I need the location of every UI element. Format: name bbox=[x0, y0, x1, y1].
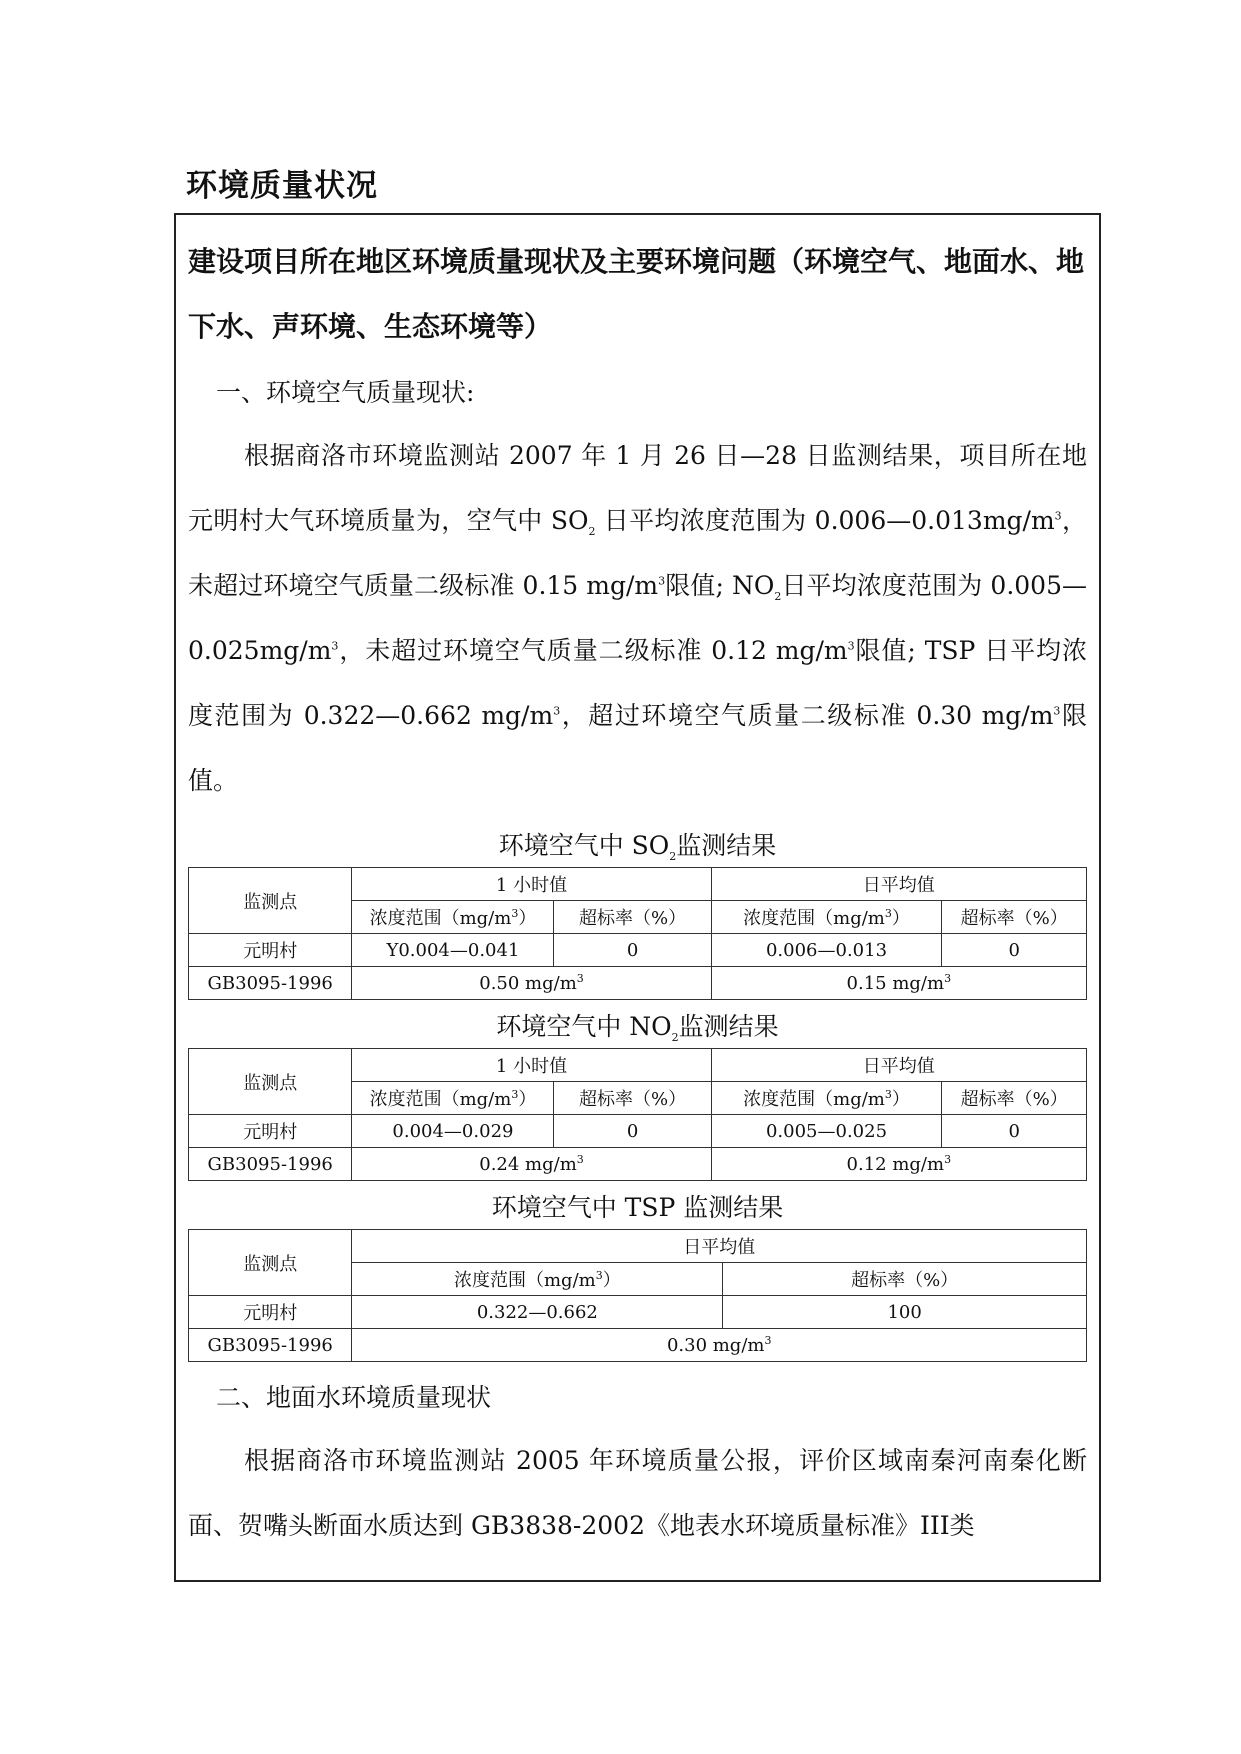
water-quality-paragraph: 根据商洛市环境监测站 2005 年环境质量公报，评价区域南秦河南秦化断面、贺嘴头断面水质达到 GB3838-2002《地表水环境质量标准》III类 bbox=[188, 1446, 1087, 1540]
header-cell: 浓度范围$(mg/m^3)$ bbox=[352, 1082, 554, 1115]
table-row bbox=[189, 1115, 1087, 1148]
table-header-row bbox=[189, 1230, 1087, 1263]
content-frame bbox=[174, 213, 1101, 1582]
section-heading: 建设项目所在地区环境质量现状及主要环境问题（环境空气、地面水、地下水、声环境、生态环境等） bbox=[188, 245, 1085, 343]
table-cell: GB3095-1996 bbox=[189, 967, 352, 1000]
table-row bbox=[189, 1148, 1087, 1181]
table-header-row bbox=[189, 1049, 1087, 1082]
table-header-row bbox=[189, 868, 1087, 901]
header-cell: 超标率（%） bbox=[723, 1263, 1087, 1296]
header-cell: 监测点 bbox=[189, 1230, 352, 1296]
table-cell: 0.12 $mg/m^3$ bbox=[711, 1148, 1086, 1181]
header-cell: 浓度范围$(mg/m^3)$ bbox=[711, 1082, 942, 1115]
table-cell: 元明村 bbox=[189, 934, 352, 967]
header-cell: 超标率（%） bbox=[942, 901, 1087, 934]
tsp-table-caption: 环境空气中 TSP 监测结果 bbox=[491, 1193, 784, 1222]
table-row bbox=[189, 1329, 1087, 1362]
page-title: 环境质量状况 bbox=[186, 168, 378, 204]
table-row bbox=[189, 967, 1087, 1000]
no2-table-caption: 环境空气中 $NO_2$监测结果 bbox=[496, 1012, 779, 1044]
header-cell: 浓度范围$(mg/m^3)$ bbox=[711, 901, 942, 934]
table-cell: 0 bbox=[554, 934, 711, 967]
table-cell: 0.005—0.025 bbox=[711, 1115, 942, 1148]
table-cell: 0.006—0.013 bbox=[711, 934, 942, 967]
no2-results-table bbox=[188, 1048, 1087, 1181]
header-cell: 超标率（%） bbox=[942, 1082, 1087, 1115]
tsp-results-table bbox=[188, 1229, 1087, 1362]
table-cell: Y0.004—0.041 bbox=[352, 934, 554, 967]
table-cell: GB3095-1996 bbox=[189, 1329, 352, 1362]
water-quality-subhead: 二、地面水环境质量现状 bbox=[216, 1383, 492, 1412]
table-cell: 0.15 $mg/m^3$ bbox=[711, 967, 1086, 1000]
header-cell: 1 小时值 bbox=[352, 868, 711, 901]
table-cell: 0 bbox=[942, 1115, 1087, 1148]
table-cell: 100 bbox=[723, 1296, 1087, 1329]
table-row bbox=[189, 934, 1087, 967]
header-cell: 超标率（%） bbox=[554, 901, 711, 934]
header-cell: 1 小时值 bbox=[352, 1049, 711, 1082]
header-cell: 浓度范围$(mg/m^3)$ bbox=[352, 1263, 723, 1296]
table-cell: 0.30 $mg/m^3$ bbox=[352, 1329, 1087, 1362]
table-cell: 0 bbox=[554, 1115, 711, 1148]
table-cell: 0 bbox=[942, 934, 1087, 967]
air-quality-paragraph: 根据商洛市环境监测站 2007 年 1 月 26 日—28 日监测结果，项目所在地元明村大气环境质量为，空气中 $SO_2$ 日平均浓度范围为 $0.006—0.013mg/m^3$，未超过环境空气质量二级标准 0.15 $mg/m^3$限值; $NO_2$日平均浓度范围为 $0.005—0.025mg/m^3$，未超过环境空气质量二级标准 0.12 $mg/m^3$限值; TSP 日平均浓度范围为 0.322—0.662 $mg/m^3$，超过环境空气质量二级标准 0.30 $mg/m^3$限值。 bbox=[188, 441, 1087, 795]
header-cell: 超标率（%） bbox=[554, 1082, 711, 1115]
header-cell: 日平均值 bbox=[711, 1049, 1086, 1082]
so2-results-table bbox=[188, 867, 1087, 1000]
header-cell: 浓度范围$(mg/m^3)$ bbox=[352, 901, 554, 934]
table-cell: 元明村 bbox=[189, 1296, 352, 1329]
table-cell: 0.322—0.662 bbox=[352, 1296, 723, 1329]
header-cell: 日平均值 bbox=[352, 1230, 1087, 1263]
table-cell: 0.004—0.029 bbox=[352, 1115, 554, 1148]
table-row bbox=[189, 1296, 1087, 1329]
table-cell: 0.50 $mg/m^3$ bbox=[352, 967, 711, 1000]
so2-table-caption: 环境空气中 $SO_2$监测结果 bbox=[498, 831, 777, 863]
air-quality-subhead: 一、环境空气质量现状: bbox=[216, 378, 475, 407]
header-cell: 监测点 bbox=[189, 868, 352, 934]
table-cell: 0.24 $mg/m^3$ bbox=[352, 1148, 711, 1181]
header-cell: 日平均值 bbox=[711, 868, 1086, 901]
table-cell: 元明村 bbox=[189, 1115, 352, 1148]
header-cell: 监测点 bbox=[189, 1049, 352, 1115]
table-cell: GB3095-1996 bbox=[189, 1148, 352, 1181]
